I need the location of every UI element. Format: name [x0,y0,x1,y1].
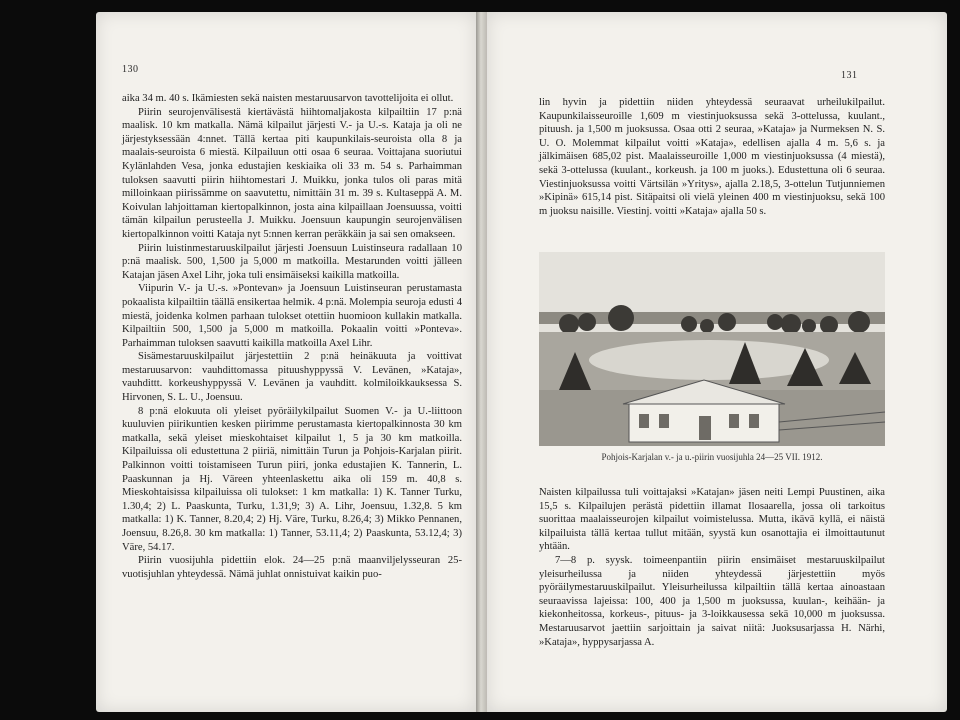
paragraph: Viipurin V.- ja U.-s. »Pontevan» ja Joensuun Luistinseuran perustamasta pokaalista kilpailtiin täällä ensikertaa helmik. 4 p:nä. Molempia seuroja edusti 4 miestä, joidenka kolmen parhaan tulokset otettiin huomioon kullakin matkalla. Kilpailtiin 500, 1,500 ja 5,000 m matkoilla. Pokaalin voitti »Ponteva». Parhaimman tuloksen saavutti kaikilla matkoilla Axel Lihr. [122,283,462,349]
paragraph: Piirin vuosijuhla pidettiin elok. 24—25 p:nä maanviljelysseuran 25-vuotisjuhlan yhteydessä. Nämä juhlat onnistuivat kaikin puo- [122,555,462,580]
paragraph: Piirin seurojenvälisestä kiertävästä hiihtomaljakosta kilpailtiin 17 p:nä maalisk. 10 km matkalla. Nämä kilpailut järjesti V.- ja U.-s. Kataja ja oli ne järjestyksessään 4:nnet. Tällä kertaa piti kaupunkilais-seuroista olla 8 ja maalais-seuroista 6 miestä. Kilpailuun otti osaa 6 seuraa. Voittajana suoriutui Kylänlahden Vesa, jonka edustajien keskiaika oli 33 m. 54 s. Parhaimman tuloksen saavutti piirin hiihtomestari J. Muikku, jonka tulos oli paras mitä milloinkaan piirissämme on saavutettu, nimittäin 31 m. 39 s. Kultaseppä A. M. Koivulan lahjoittaman kiertopalkinnon, josta aina kilpaillaan Joensuussa, voitti tämän kilpailun perusteella J. Muikku. Joensuun kaupungin seurojenvälisen kiertopalkinnon voitti Kataja nyt 5:nnen kerran peräkkäin ja sai sen omakseen. [122,106,462,240]
paragraph: lin hyvin ja pidettiin niiden yhteydessä seuraavat urheilukilpailut. Kaupunkilaisseuroille 1,609 m viestinjuoksussa sekä 3-ottelussa, kuulant., pituush. ja 1,500 m juoksussa. Osaa otti 2 seuraa, »Kataja» ja Nurmeksen N. S. U. O. Molemmat kilpailut voitti »Kataja», edellisen ajalla 4 m. 5,6 s. ja jälkimäisen 685,02 pist. Maalaisseuroille 1,000 m viestinjuoksussa (4 miestä), sekä 3-ottelussa (kuulant., korkeush. ja 100 m juoks.). Edustettuna oli 6 seuraa. Viestinjuoksussa voitti Värtsilän »Yritys», ajalla 2.18,5, 3-ottelun Tutjunniemen »Kipinä» 615,14 pist. Sitäpaitsi oli vielä yleinen 400 m viestinjuoksu, sekä 100 m juoksu naisille. Viestinj. voitti »Kataja» ajalla 50 s. [539,97,885,217]
photo-caption: Pohjois-Karjalan v.- ja u.-piirin vuosijuhla 24—25 VII. 1912. [601,452,823,462]
page-number-right: 131 [841,70,858,81]
left-body-text [122,92,462,581]
right-body-text-top [539,96,885,218]
paragraph: 8 p:nä elokuuta oli yleiset pyöräilykilpailut Suomen V.- ja U.-liittoon kuuluvien piirikuntien kesken piirimme perustamasta kiertopalkinnosta 30 km matkalla, sekä yleiset mieskohtaiset kilpailut 1, 5 ja 30 km matkoilla. Kilpailuissa oli edustettuna 2 piiriä, nimittäin Turun ja Pohjois-Karjalan piirit. Palkinnon voitti toistamiseen Turun piiri, jonka edustajien K. Tannerin, L. Paaskunnan ja Hj. Väreen yhteenlaskettu aika oli 159 m. 40,8 s. Mieskohtaisissa kilpailuissa oli tulokset: 1 km matkalla: 1) K. Tanner Turku, 1.30,4; 2) L. Paaskunta, Turku, 1.31,9; 3) A. Lihr, Joensuu, 1.32,8. 5 km matkalla: 1) K. Tanner, 8.20,4; 2) Hj. Väre, Turku, 8.26,4; 3) Mikko Pennanen, Joensuu, 8.26,8. 30 km matkalla: 1) Tanner, 53.11,4; 2) Paaskunta, 53.12,4; 3) Väre, 54.17. [122,405,462,553]
paragraph: aika 34 m. 40 s. Ikämiesten sekä naisten mestaruusarvon tavottelijoita ei ollut. [122,93,454,104]
paragraph: Piirin luistinmestaruuskilpailut järjesti Joensuun Luistinseura radallaan 10 p:nä maalisk. 500, 1,500 ja 5,000 m matkoilla. Mestarunden voitti jälleen Katajan jäsen Axel Lihr, joka tuli ensimäiseksi kaikilla matkoilla. [122,242,462,281]
paragraph: Sisämestaruuskilpailut järjestettiin 2 p:nä heinäkuuta ja voittivat mestaruusarvon: vauhdittomassa pituushyppyssä V. Levänen, »Kataja», vauhdittt. korkeushyppyssä V. Levänen ja vauhditt. kolmiloikkauksessa S. Hirvonen, S. L. U., Joensuu. [122,351,462,404]
right-page [487,12,947,712]
festival-photo-illustration [539,252,885,446]
paragraph: 7—8 p. syysk. toimeenpantiin piirin ensimäiset mestaruuskilpailut yleisurheilussa ja niiden yhteydessä järjestettiin myös pyöräilymestaruuskilpailut. Yleisurheilussa kilpailtiin tällä kertaa ainoastaan seuraavissa lajeissa: 100, 400 ja 1,500 m juoksussa, kuulan-, keihään- ja kiekonheitossa, korkeus-, pituus- ja 3-loikkausessa sekä 10,000 m juoksussa. Mestaruusarvot jaettiin sarjoittain ja saivat niitä: Juoksusarjassa H. Närhi, »Kataja», hyppysarjassa A. [539,554,885,648]
festival-photo [539,252,885,446]
right-body-text-bottom [539,486,885,649]
page-number-left: 130 [122,64,139,75]
left-page [96,12,476,712]
book-gutter [476,12,487,712]
paragraph: Naisten kilpailussa tuli voittajaksi »Katajan» jäsen neiti Lempi Puustinen, aika 15,5 s. Kilpailujen perästä pidettiin illamat Ilosaarella, jossa oli tarkoitus suorittaa maalaisseurojen kilpailut voimistelussa. Mutta, ikävä kyllä, ei näistä kilpailuista tällä kertaa tullut mitään, syystä kun osanottajia ei ilmoittautunut yhtään. [539,487,885,553]
